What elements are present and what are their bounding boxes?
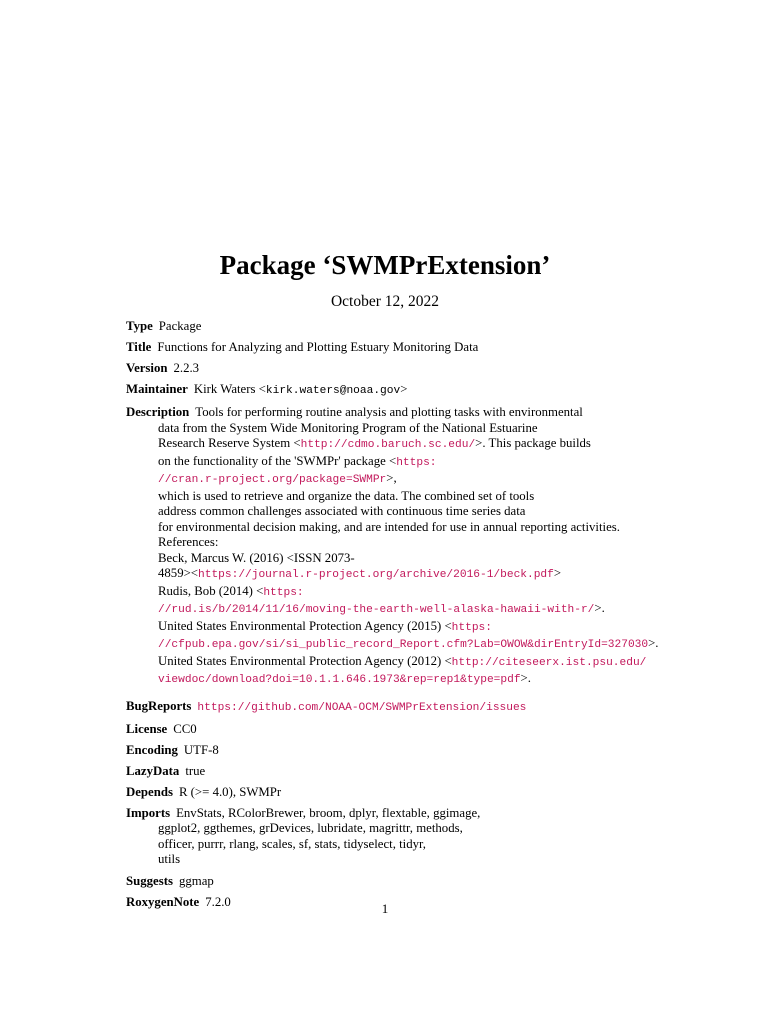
description-text: >. This package builds <box>475 436 591 450</box>
field-bugreports <box>126 699 646 717</box>
cran-link[interactable]: //cran.r-project.org/package=SWMPr <box>158 474 387 486</box>
imports-line: EnvStats, RColorBrewer, broom, dplyr, flextable, ggimage, <box>176 805 481 820</box>
field-key: Description <box>126 405 190 419</box>
field-key: Title <box>126 340 152 354</box>
field-key: Maintainer <box>126 382 188 396</box>
imports-line: officer, purrr, rlang, scales, sf, stats, tidyselect, tidyr, <box>158 836 426 851</box>
description-line: which is used to retrieve and organize the data. The combined set of tools <box>158 488 535 503</box>
field-value: Functions for Analyzing and Plotting Estuary Monitoring Data <box>157 340 479 354</box>
description-text: on the functionality of the 'SWMPr' package < <box>158 453 397 468</box>
field-imports <box>126 806 646 868</box>
field-value: 2.2.3 <box>173 361 200 375</box>
cdmo-link[interactable]: http://cdmo.baruch.sc.edu/ <box>300 439 476 451</box>
field-value: true <box>185 763 206 778</box>
description-line: data from the System Wide Monitoring Program of the National Estuarine <box>158 420 538 435</box>
maintainer-close: > <box>400 382 408 396</box>
description-text: >. <box>648 636 659 650</box>
field-key: Depends <box>126 784 173 799</box>
field-value: 7.2.0 <box>205 895 231 909</box>
package-title: Package ‘SWMPrExtension’ <box>219 250 551 280</box>
field-description <box>126 405 659 689</box>
field-encoding <box>126 743 646 759</box>
cran-link[interactable]: https: <box>396 456 437 469</box>
field-type <box>126 319 646 335</box>
field-key: BugReports <box>126 698 192 713</box>
citeseerx-link[interactable]: http://citeseerx.ist.psu.edu/ <box>451 656 647 669</box>
field-depends <box>126 785 646 801</box>
description-line: for environmental decision making, and are intended for use in annual reporting activities. <box>158 519 620 534</box>
description-text: >. <box>594 601 605 615</box>
description-line <box>126 584 646 602</box>
description-fields <box>126 319 659 911</box>
description-text: >. <box>520 671 531 685</box>
field-suggests <box>126 874 646 890</box>
field-key: Suggests <box>126 873 173 888</box>
field-value: CC0 <box>173 721 197 736</box>
description-line: Beck, Marcus W. (2016) <ISSN 2073- <box>158 550 355 565</box>
description-line <box>126 471 646 489</box>
description-text: Research Reserve System < <box>158 436 301 450</box>
description-line <box>126 654 646 672</box>
epa-2015-link[interactable]: //cfpub.epa.gov/si/si_public_record_Report.cfm?Lab=OWOW&dirEntryId=327030 <box>158 639 649 651</box>
description-line: References: <box>158 535 219 549</box>
field-license <box>126 722 646 738</box>
description-line <box>126 436 646 454</box>
description-text: Rudis, Bob (2014) < <box>158 583 264 598</box>
imports-line: utils <box>158 852 181 866</box>
description-line: address common challenges associated with continuous time series data <box>158 504 526 518</box>
description-text: 4859>< <box>158 566 199 580</box>
description-line <box>126 454 646 472</box>
field-value: R (>= 4.0), SWMPr <box>178 784 282 799</box>
maintainer-email: kirk.waters@noaa.gov <box>265 385 401 397</box>
field-version <box>126 361 646 377</box>
field-value: ggmap <box>178 873 214 888</box>
field-maintainer <box>126 382 646 400</box>
description-line <box>126 619 646 637</box>
description-line <box>126 566 646 584</box>
journal-link[interactable]: https://journal.r-project.org/archive/2016-1/beck.pdf <box>198 569 554 581</box>
description-text: United States Environmental Protection Agency (2015) < <box>158 618 452 633</box>
description-line <box>126 671 646 689</box>
rudis-link[interactable]: https: <box>263 586 304 599</box>
field-value: Package <box>158 319 202 333</box>
field-key: RoxygenNote <box>126 895 200 909</box>
field-key: Encoding <box>126 742 178 757</box>
field-key: LazyData <box>126 763 180 778</box>
description-line <box>126 601 646 619</box>
field-key: License <box>126 721 168 736</box>
description-text: United States Environmental Protection Agency (2012) < <box>158 653 452 668</box>
description-text: > <box>553 566 562 580</box>
field-title <box>126 340 646 356</box>
description-line <box>126 636 659 654</box>
field-lazydata <box>126 764 646 780</box>
description-text: >, <box>386 471 397 485</box>
imports-line: ggplot2, ggthemes, grDevices, lubridate, magrittr, methods, <box>158 821 463 835</box>
epa-2015-link[interactable]: https: <box>451 621 492 634</box>
field-key: Type <box>126 319 153 333</box>
field-value: UTF-8 <box>183 742 219 757</box>
field-key: Version <box>126 361 168 375</box>
bugreports-link[interactable]: https://github.com/NOAA-OCM/SWMPrExtension/issues <box>197 701 527 714</box>
citeseerx-link[interactable]: viewdoc/download?doi=10.1.1.646.1973&rep=rep1&type=pdf <box>158 674 521 686</box>
page-number: 1 <box>381 901 389 916</box>
field-key: Imports <box>126 805 171 820</box>
description-line: Tools for performing routine analysis and plotting tasks with environmental <box>195 405 583 419</box>
rudis-link[interactable]: //rud.is/b/2014/11/16/moving-the-earth-well-alaska-hawaii-with-r/ <box>158 604 595 616</box>
maintainer-name: Kirk Waters < <box>193 382 266 396</box>
package-date: October 12, 2022 <box>330 293 440 310</box>
